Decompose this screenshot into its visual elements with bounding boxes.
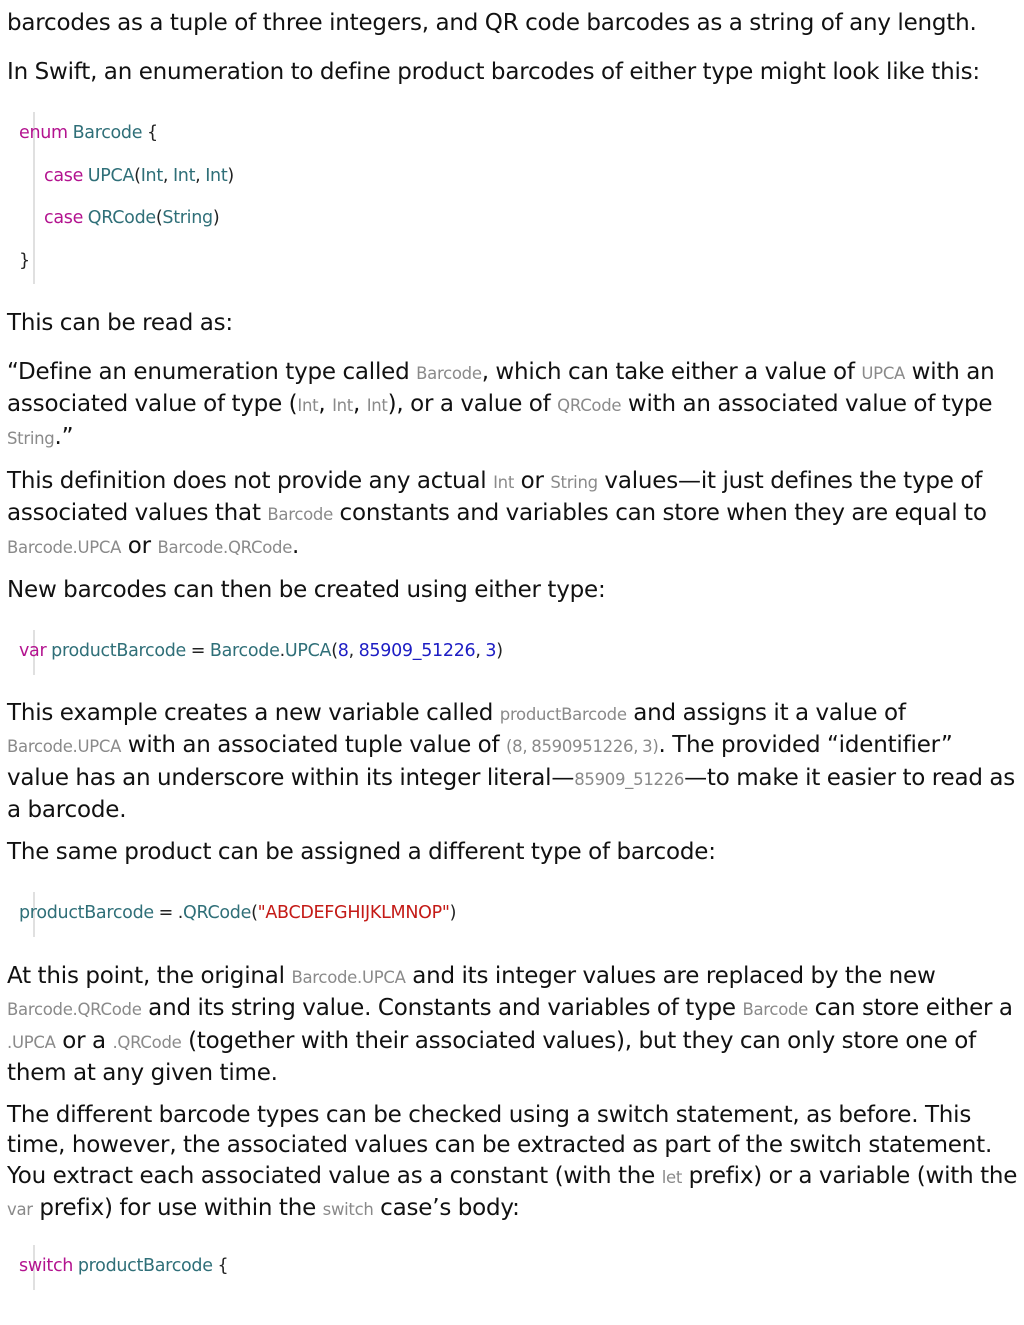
code-line-assign-qrcode: productBarcode = .QRCode("ABCDEFGHIJKLMNOP") (19, 903, 457, 923)
paragraph-read-as: This can be read as: (7, 310, 233, 336)
paragraph-enum-intro: In Swift, an enumeration to define product barcodes of either type might look like this: (7, 59, 980, 85)
code-line-case-qrcode: case QRCode(String) (44, 208, 220, 228)
paragraph-example-explanation: This example creates a new variable called productBarcode and assigns it a value of Barcode.UPCA with an associated tuple value of (8, 8590951226, 3). The provided “identifier” value has an underscore within its integer literal—85909_51226—to make it easier to read as a barcode. (7, 700, 1016, 823)
paragraph-new-barcodes: New barcodes can then be created using either type: (7, 577, 606, 603)
code-line-switch: switch productBarcode { (19, 1256, 229, 1276)
paragraph-replacement-explanation: At this point, the original Barcode.UPCA and its integer values are replaced by the new Barcode.QRCode and its string value. Constants and variables of type Barcode can store either a .UPCA or a .QRCode (together with their associated values), but they can only store one of them at any given time. (7, 963, 1013, 1086)
paragraph-same-product: The same product can be assigned a different type of barcode: (7, 839, 716, 865)
paragraph-definition-quote: “Define an enumeration type called Barcode, which can take either a value of UPCA with an associated value of type (Int, Int, Int), or a value of QRCode with an associated value of type String.” (7, 359, 995, 450)
paragraph-switch-explanation: The different barcode types can be checked using a switch statement, as before. This time, however, the associated values can be extracted as part of the switch statement. You extract each associated value as a constant (with the let prefix) or a variable (with the var prefix) for use within the switch case’s body: (7, 1102, 1018, 1221)
code-line-enum: enum Barcode { (19, 123, 158, 143)
code-line-brace-close: } (19, 251, 30, 271)
code-line-case-upca: case UPCA(Int, Int, Int) (44, 166, 234, 186)
paragraph-definition-explanation: This definition does not provide any actual Int or String values—it just defines the type of associated values that Barcode constants and variables can store when they are equal to Barcode.UPCA or Barcode.QRCode. (7, 468, 987, 559)
paragraph-intro-continued: barcodes as a tuple of three integers, and QR code barcodes as a string of any length. (7, 10, 977, 36)
code-line-var-product-barcode: var productBarcode = Barcode.UPCA(8, 85909_51226, 3) (19, 641, 503, 661)
